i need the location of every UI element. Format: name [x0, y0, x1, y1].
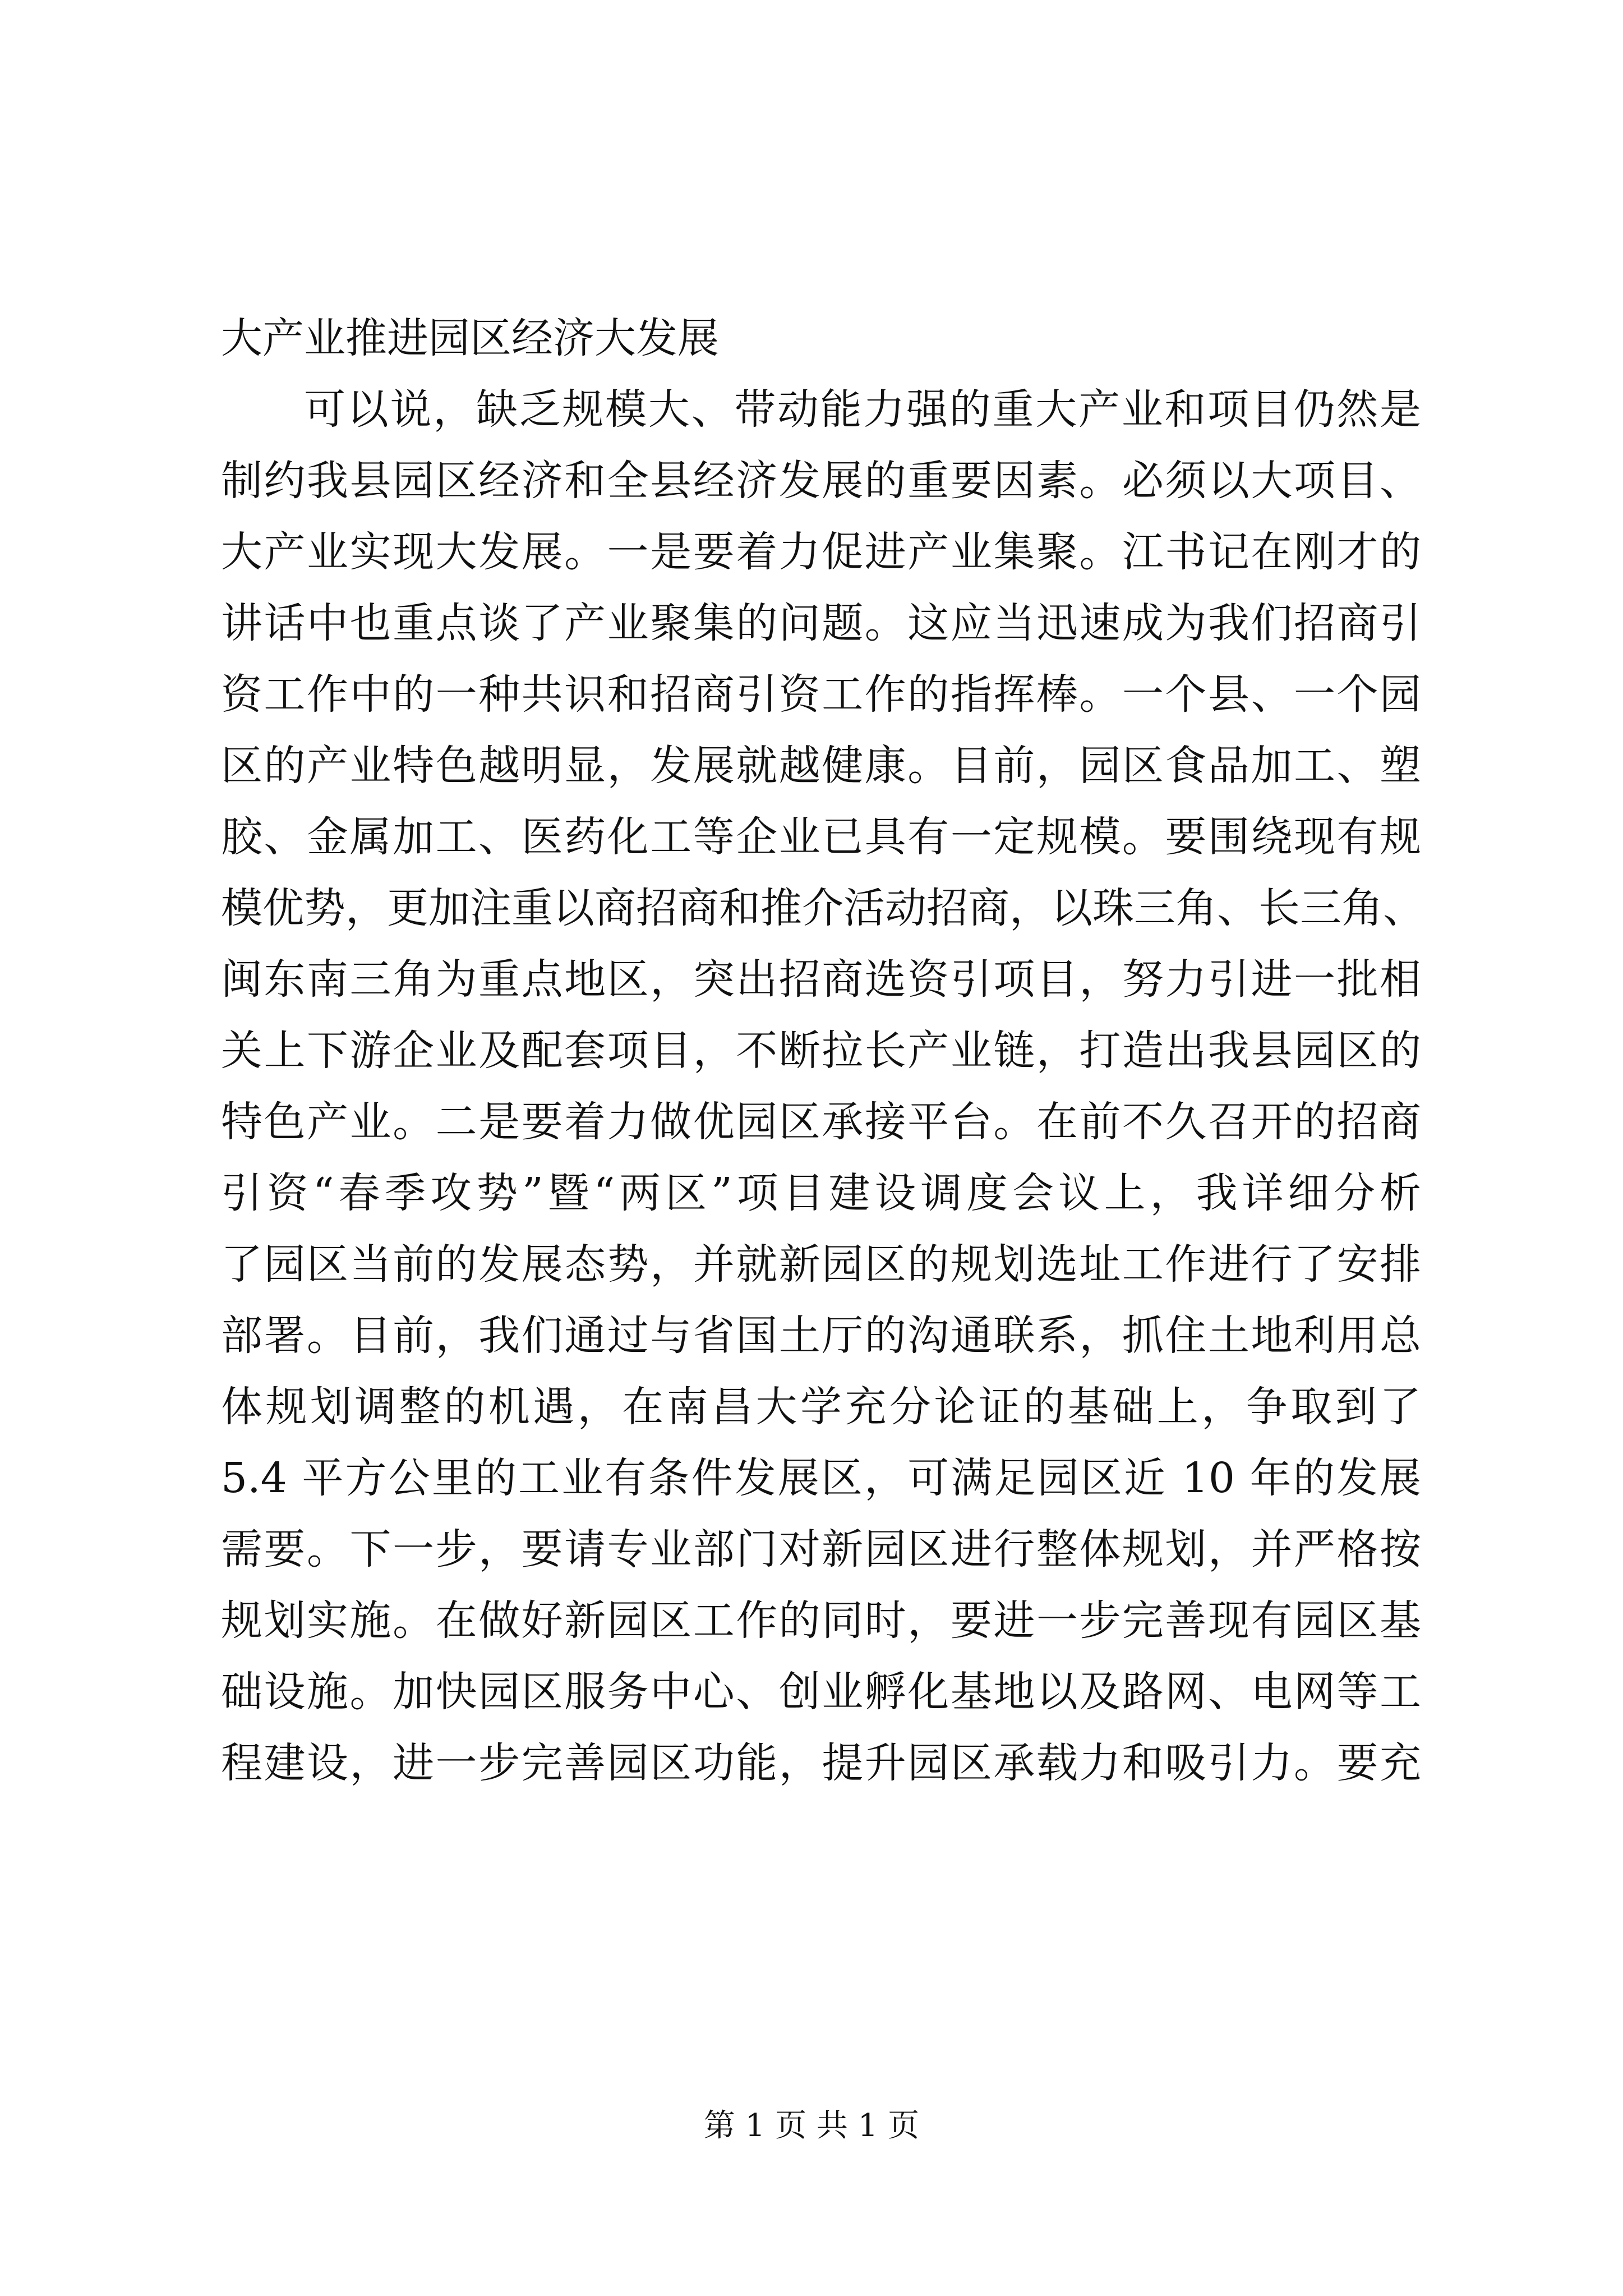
document-title: 大产业推进园区经济大发展: [221, 314, 719, 362]
paragraph-line: 制约我县园区经济和全县经济发展的重要因素。必须以大项目、: [221, 457, 1421, 505]
paragraph-line: 特色产业。二是要着力做优园区承接平台。在前不久召开的招商: [221, 1098, 1421, 1146]
paragraph-line: 体规划调整的机遇，在南昌大学充分论证的基础上，争取到了: [221, 1383, 1421, 1431]
document-body: [221, 303, 1424, 1799]
body-paragraph: [221, 374, 1424, 1799]
paragraph-line: 规划实施。在做好新园区工作的同时，要进一步完善现有园区基: [221, 1596, 1421, 1645]
paragraph-line: 5.4 平方公里的工业有条件发展区，可满足园区近 10 年的发展: [221, 1454, 1421, 1502]
paragraph-line: 大产业实现大发展。一是要着力促进产业集聚。江书记在刚才的: [221, 528, 1421, 576]
paragraph-line: 需要。下一步，要请专业部门对新园区进行整体规划，并严格按: [221, 1525, 1421, 1573]
paragraph-line: 了园区当前的发展态势，并就新园区的规划选址工作进行了安排: [221, 1240, 1421, 1289]
paragraph-line: 闽东南三角为重点地区，突出招商选资引项目，努力引进一批相: [221, 955, 1421, 1004]
paragraph-line: 程建设，进一步完善园区功能，提升园区承载力和吸引力。要充: [221, 1739, 1421, 1787]
paragraph-line: 讲话中也重点谈了产业聚集的问题。这应当迅速成为我们招商引: [221, 599, 1421, 647]
paragraph-line: 可以说，缺乏规模大、带动能力强的重大产业和项目仍然是: [304, 385, 1421, 434]
paragraph-line: 关上下游企业及配套项目，不断拉长产业链，打造出我县园区的: [221, 1027, 1421, 1075]
paragraph-line: 胶、金属加工、医药化工等企业已具有一定规模。要围绕现有规: [221, 813, 1421, 861]
paragraph-line: 区的产业特色越明显，发展就越健康。目前，园区食品加工、塑: [221, 742, 1421, 790]
paragraph-line: 部署。目前，我们通过与省国土厅的沟通联系，抓住土地利用总: [221, 1312, 1421, 1360]
paragraph-line: 模优势，更加注重以商招商和推介活动招商，以珠三角、长三角、: [221, 884, 1424, 932]
paragraph-line: 资工作中的一种共识和招商引资工作的指挥棒。一个县、一个园: [221, 670, 1421, 719]
page-footer: [0, 2101, 1623, 2146]
page-number-label: 第 1 页 共 1 页: [703, 2108, 920, 2144]
paragraph-line: 引资“春季攻势”暨“两区”项目建设调度会议上，我详细分析: [221, 1169, 1421, 1217]
paragraph-line: 础设施。加快园区服务中心、创业孵化基地以及路网、电网等工: [221, 1668, 1421, 1716]
